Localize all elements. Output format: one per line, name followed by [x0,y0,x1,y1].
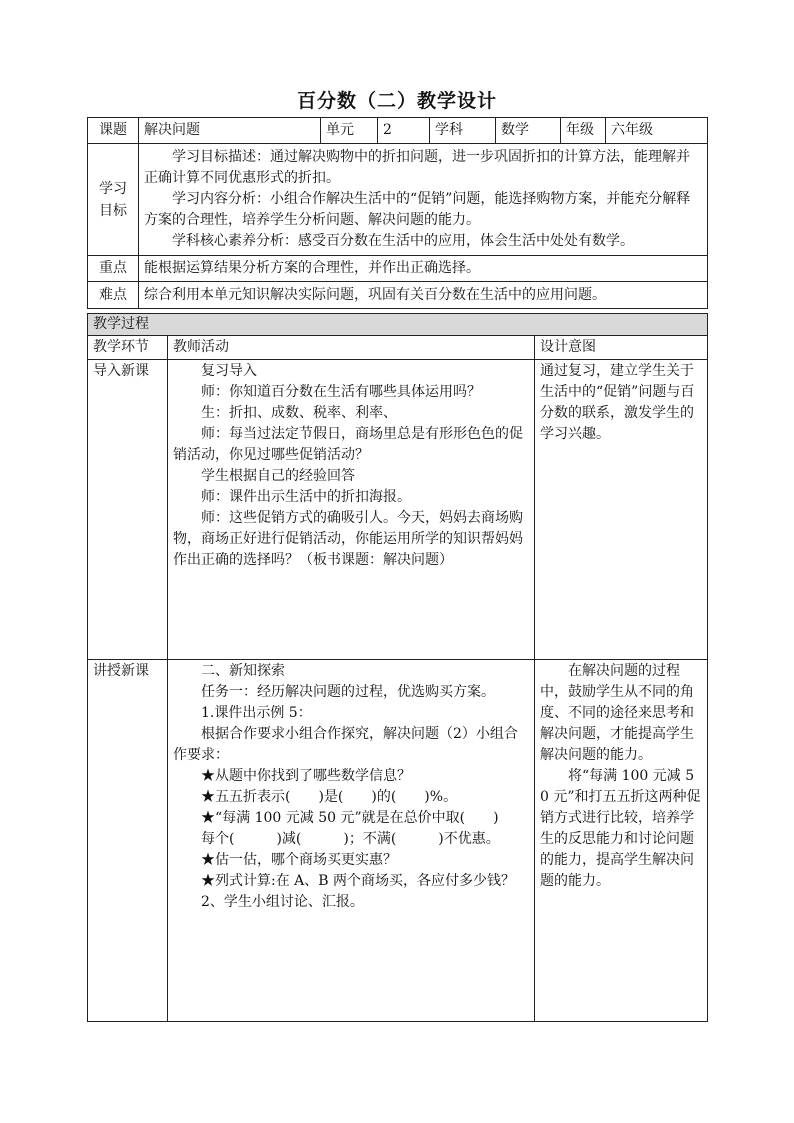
goals-label [88,144,139,256]
lesson-line: ★列式计算:在 A、B 两个商场买，各应付多少钱？ [201,873,516,889]
lesson-line: 根据合作要求小组合作探究，解决问题（2）小组合作要求： [173,726,518,763]
page-title: 百分数（二）教学设计 [296,90,497,112]
grade-value: 六年级 [606,118,708,144]
goal-core-literacy: 学科核心素养分析：感受百分数在生活中的应用，体会生活中处处有数学。 [172,233,634,249]
lesson-line: 1.课件出示例 5： [201,705,312,721]
lesson-line: 任务一：经历解决问题的过程，优选购买方案。 [201,684,495,700]
goals-label-text: 学习目标 [98,180,127,219]
intro-line: 生：折扣、成数、税率、利率、 [201,405,397,421]
stage-intro: 导入新课 [88,360,168,660]
lesson-info-table [87,117,708,309]
teacher-activity-intro [168,360,535,660]
lesson-line: ★从题中你找到了哪些数学信息？ [201,768,411,784]
lesson-line: 二、新知探索 [201,663,285,679]
unit-value: 2 [378,118,430,144]
subject-label: 学科 [430,118,496,144]
intro-line: 师：每当过法定节假日，商场里总是有形形色色的促销活动，你见过哪些促销活动？ [173,426,523,463]
col-stage-header: 教学环节 [88,336,168,360]
goals-cell [139,144,708,256]
col-teacher-header: 教师活动 [168,336,535,360]
subject-value: 数学 [496,118,561,144]
lesson-line: 2、学生小组讨论、汇报。 [201,894,364,910]
goal-description: 学习目标描述：通过解决购物中的折扣问题，进一步巩固折扣的计算方法，能理解并正确计算不同优惠形式的折扣。 [144,149,690,186]
teaching-process-table [87,313,708,1022]
intro-line: 师：课件出示生活中的折扣海报。 [201,489,411,505]
intro-line: 师：这些促销方式的确吸引人。今天，妈妈去商场购物，商场正好进行促销活动，你能运用所学的知识帮妈妈作出正确的选择吗？（板书课题：解决问题） [173,510,523,568]
unit-label: 单元 [321,118,378,144]
lesson-line: 每个( )减( )；不满( )不优惠。 [201,831,500,847]
intent-line: 通过复习，建立学生关于生活中的“促销”问题与百分数的联系，激发学生的学习兴趣。 [540,363,695,442]
key-point-value: 能根据运算结果分析方案的合理性，并作出正确选择。 [139,256,708,282]
stage-new-lesson: 讲授新课 [88,660,168,1022]
intro-line: 师：你知道百分数在生活有哪些具体运用吗？ [201,384,481,400]
intent-line: 将“每满 100 元减 50 元”和打五五折这两种促销方式进行比较，培养学生的反思能力和讨论问题的能力，提高学生解决问题的能力。 [540,768,701,889]
process-header: 教学过程 [88,314,708,336]
key-point-label: 重点 [88,256,139,282]
col-intent-header: 设计意图 [535,336,708,360]
intro-line: 复习导入 [201,363,257,379]
topic-value: 解决问题 [139,118,321,144]
intent-line: 在解决问题的过程中，鼓励学生从不同的角度、不同的途径来思考和解决问题，才能提高学生解决问题的能力。 [540,663,694,763]
grade-label: 年级 [561,118,606,144]
lesson-line: ★估一估，哪个商场买更实惠？ [201,852,397,868]
design-intent-new-lesson [535,660,708,1022]
goal-content-analysis: 学习内容分析：小组合作解决生活中的“促销”问题，能选择购物方案，并能充分解释方案的合理性，培养学生分析问题、解决问题的能力。 [144,191,691,228]
difficulty-label: 难点 [88,282,139,309]
teacher-activity-new-lesson [168,660,535,1022]
design-intent-intro [535,360,708,660]
lesson-line: ★“每满 100 元减 50 元”就是在总价中取( ) [201,810,499,826]
topic-label: 课题 [88,118,139,144]
difficulty-value: 综合利用本单元知识解决实际问题，巩固有关百分数在生活中的应用问题。 [139,282,708,309]
lesson-line: ★五五折表示( )是( )的( )%。 [201,789,458,805]
intro-line: 学生根据自己的经验回答 [201,468,355,484]
